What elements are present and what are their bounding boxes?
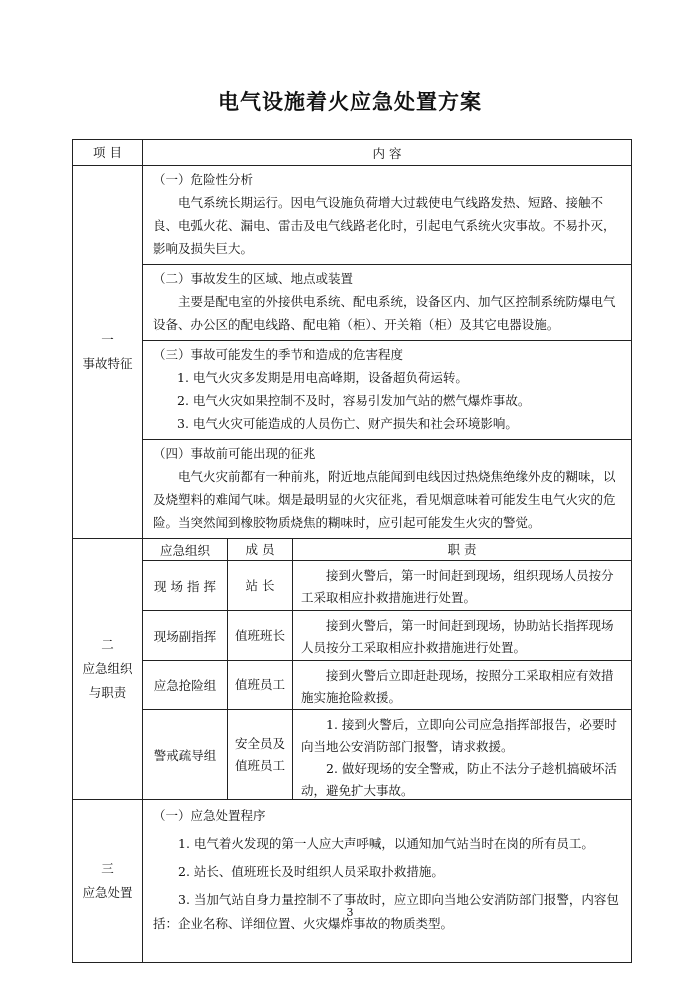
plan-table [72,139,632,963]
section3-title: 应急处置 [82,885,133,900]
table-row [143,610,631,660]
table-row [143,709,631,799]
section1-num: 一 [101,332,114,347]
table-row [143,560,631,610]
table-row [143,660,631,709]
page-number: 3 [346,906,354,919]
section-accident-features [73,165,631,538]
block-paragraph: 主要是配电室的外接供电系统、配电系统，设备区内、加气区控制系统防爆电气设备、办公区的配电线路、配电箱（柜）、开关箱（柜）及其它电器设施。 [153,294,616,332]
org-duty [293,611,631,660]
list-item: 1. 电气火灾多发期是用电高峰期，设备超负荷运转。 [177,370,468,385]
procedure-item: 1. 电气着火发现的第一人应大声呼喊，以通知加气站当时在岗的所有员工。 [178,836,594,851]
list-item: 2. 电气火灾如果控制不及时，容易引发加气站的燃气爆炸事故。 [177,393,531,408]
header-item: 项 目 [73,140,143,165]
org-duty [293,661,631,709]
section2-label [73,539,143,799]
org-member: 值班班长 [228,611,293,660]
procedure-item: 3. 当加气站自身力量控制不了事故时，应立即向当地公安消防部门报警，内容包括：企业名称、详细位置、火灾爆炸事故的物质类型。 [153,892,619,931]
org-header-org: 应急组织 [143,539,228,560]
section3-label [73,800,143,962]
block-paragraph: 电气火灾前都有一种前兆，附近地点能闻到电线因过热烧焦绝缘外皮的糊味，以及烧塑料的难闻气味。烟是最明显的火灾征兆，看见烟意味着可能发生电气火灾的危险。当突然闻到橡胶物质烧焦的糊味时，应引起可能发生火灾的警觉。 [153,469,616,530]
duty-text: 接到火警后，第一时间赶到现场，协助站长指挥现场人员按分工采取相应扑救措施进行处置。 [301,618,614,655]
member-line: 值班员工 [234,757,285,773]
area-block [143,264,631,340]
block-paragraph: 电气系统长期运行。因电气设施负荷增大过载使电气线路发热、短路、接触不良、电弧火花、漏电、雷击及电气线路老化时，引起电气系统火灾事故。不易扑灭，影响及损失巨大。 [153,195,616,256]
season-hazard-block [143,340,631,439]
section1-content [143,166,631,538]
procedure-item: 2. 站长、值班班长及时组织人员采取扑救措施。 [178,864,444,879]
list-item: 3. 电气火灾可能造成的人员伤亡、财产损失和社会环境影响。 [177,416,518,431]
section2-content [143,539,631,799]
org-table-header [143,539,631,560]
org-name: 应急抢险组 [143,661,228,709]
section-emergency-organization [73,538,631,799]
section3-num: 三 [101,861,114,876]
org-name: 现 场 指 挥 [143,561,228,610]
org-member [228,710,293,799]
member-line: 安全员及 [234,735,285,751]
org-name: 警戒疏导组 [143,710,228,799]
org-duty [293,561,631,610]
section2-title-line2: 与职责 [88,685,127,700]
duty-text: 接到火警后立即赶赴现场，按照分工采取相应有效措施实施抢险救援。 [301,668,614,705]
section1-title: 事故特征 [82,356,133,371]
section3-content [143,800,631,962]
block-subtitle: （二）事故发生的区域、地点或装置 [153,271,354,286]
org-header-member: 成 员 [228,539,293,560]
block-subtitle: （一）应急处置程序 [153,808,266,823]
section2-num: 二 [101,637,114,652]
header-content: 内 容 [372,145,402,161]
org-name: 现场副指挥 [143,611,228,660]
section1-label [73,166,143,538]
risk-analysis-block [143,166,631,264]
table-header-row [73,140,631,165]
org-header-duty: 职 责 [447,541,477,557]
page-title: 电气设施着火应急处置方案 [218,90,482,114]
duty-item: 1. 接到火警后，立即向公司应急指挥部报告，必要时向当地公安消防部门报警，请求救援。 [301,717,617,754]
org-member: 值班员工 [228,661,293,709]
section-emergency-response [73,799,631,962]
block-subtitle: （三）事故可能发生的季节和造成的危害程度 [153,347,404,362]
org-member: 站 长 [228,561,293,610]
block-subtitle: （一）危险性分析 [153,172,254,187]
org-duty [293,710,631,799]
section2-title-line1: 应急组织 [82,661,133,676]
warning-signs-block [143,439,631,538]
duty-item: 2. 做好现场的安全警戒，防止不法分子趁机搞破坏活动，避免扩大事故。 [301,761,617,798]
duty-text: 接到火警后，第一时间赶到现场，组织现场人员按分工采取相应扑救措施进行处置。 [301,568,614,605]
block-subtitle: （四）事故前可能出现的征兆 [153,446,316,461]
